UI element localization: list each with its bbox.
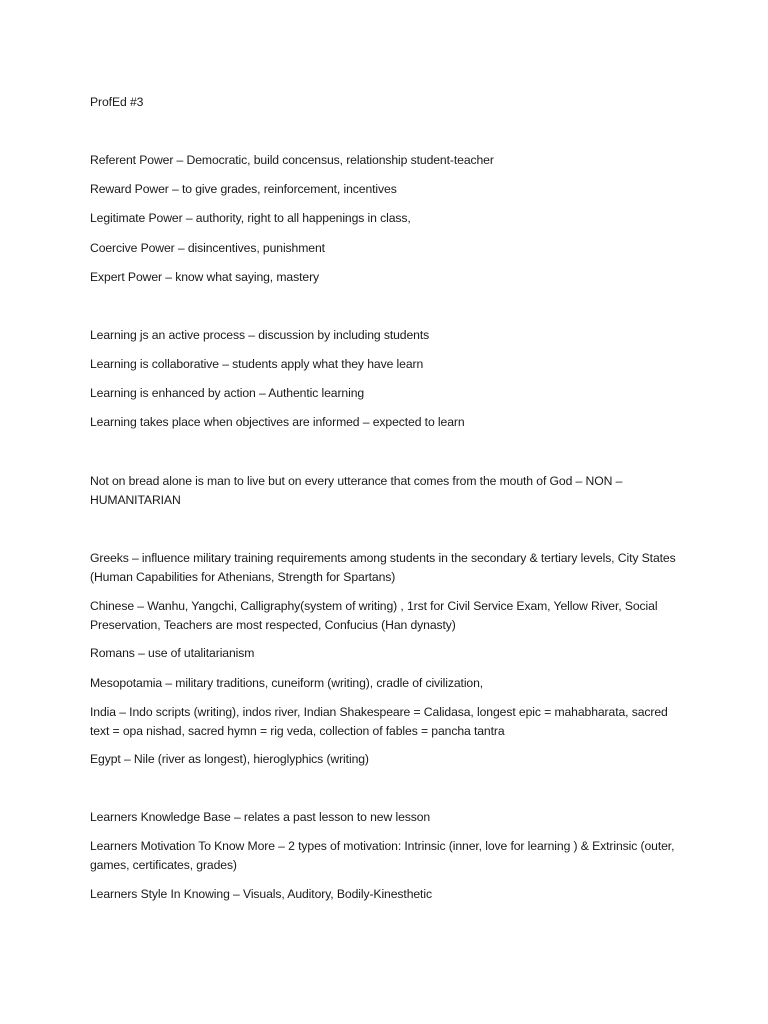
learning-item-active: Learning js an active process – discussion by including students xyxy=(90,328,430,342)
civilization-item-egypt: Egypt – Nile (river as longest), hieroglyphics (writing) xyxy=(90,752,369,766)
power-item-reward: Reward Power – to give grades, reinforcement, incentives xyxy=(90,182,397,196)
civilization-item-mesopotamia: Mesopotamia – military traditions, cuneiform (writing), cradle of civilization, xyxy=(90,676,484,690)
civilization-item-greeks: Greeks – influence military training requirements among students in the secondary & tertiary levels, City States (Human Capabilities for Athenians, Strength for Spartans) xyxy=(90,551,676,584)
power-item-referent: Referent Power – Democratic, build concensus, relationship student-teacher xyxy=(90,153,494,167)
document-title: ProfEd #3 xyxy=(90,95,144,109)
power-item-legitimate: Legitimate Power – authority, right to all happenings in class, xyxy=(90,211,411,225)
power-item-expert: Expert Power – know what saying, mastery xyxy=(90,270,320,284)
learners-item-motivation: Learners Motivation To Know More – 2 types of motivation: Intrinsic (inner, love for learning ) & Extrinsic (outer, games, certificates, grades) xyxy=(90,839,675,872)
civilization-item-romans: Romans – use of utalitarianism xyxy=(90,646,255,660)
learning-item-action: Learning is enhanced by action – Authentic learning xyxy=(90,386,365,400)
learning-item-objectives: Learning takes place when objectives are informed – expected to learn xyxy=(90,415,465,429)
learners-item-knowledge-base: Learners Knowledge Base – relates a past lesson to new lesson xyxy=(90,810,431,824)
learners-item-style: Learners Style In Knowing – Visuals, Auditory, Bodily-Kinesthetic xyxy=(90,887,432,901)
learning-item-collaborative: Learning is collaborative – students apply what they have learn xyxy=(90,357,424,371)
civilization-item-india: India – Indo scripts (writing), indos river, Indian Shakespeare = Calidasa, longest epic = mahabharata, sacred text = opa nishad, sacred hymn = rig veda, collection of fables = pancha tantra xyxy=(90,705,668,738)
power-item-coercive: Coercive Power – disincentives, punishment xyxy=(90,241,325,255)
civilization-item-chinese: Chinese – Wanhu, Yangchi, Calligraphy(system of writing) , 1rst for Civil Service Exam, Yellow River, Social Preservation, Teachers are most respected, Confucius (Han dynasty) xyxy=(90,599,658,632)
quote-paragraph: Not on bread alone is man to live but on every utterance that comes from the mouth of God – NON – HUMANITARIAN xyxy=(90,474,623,507)
